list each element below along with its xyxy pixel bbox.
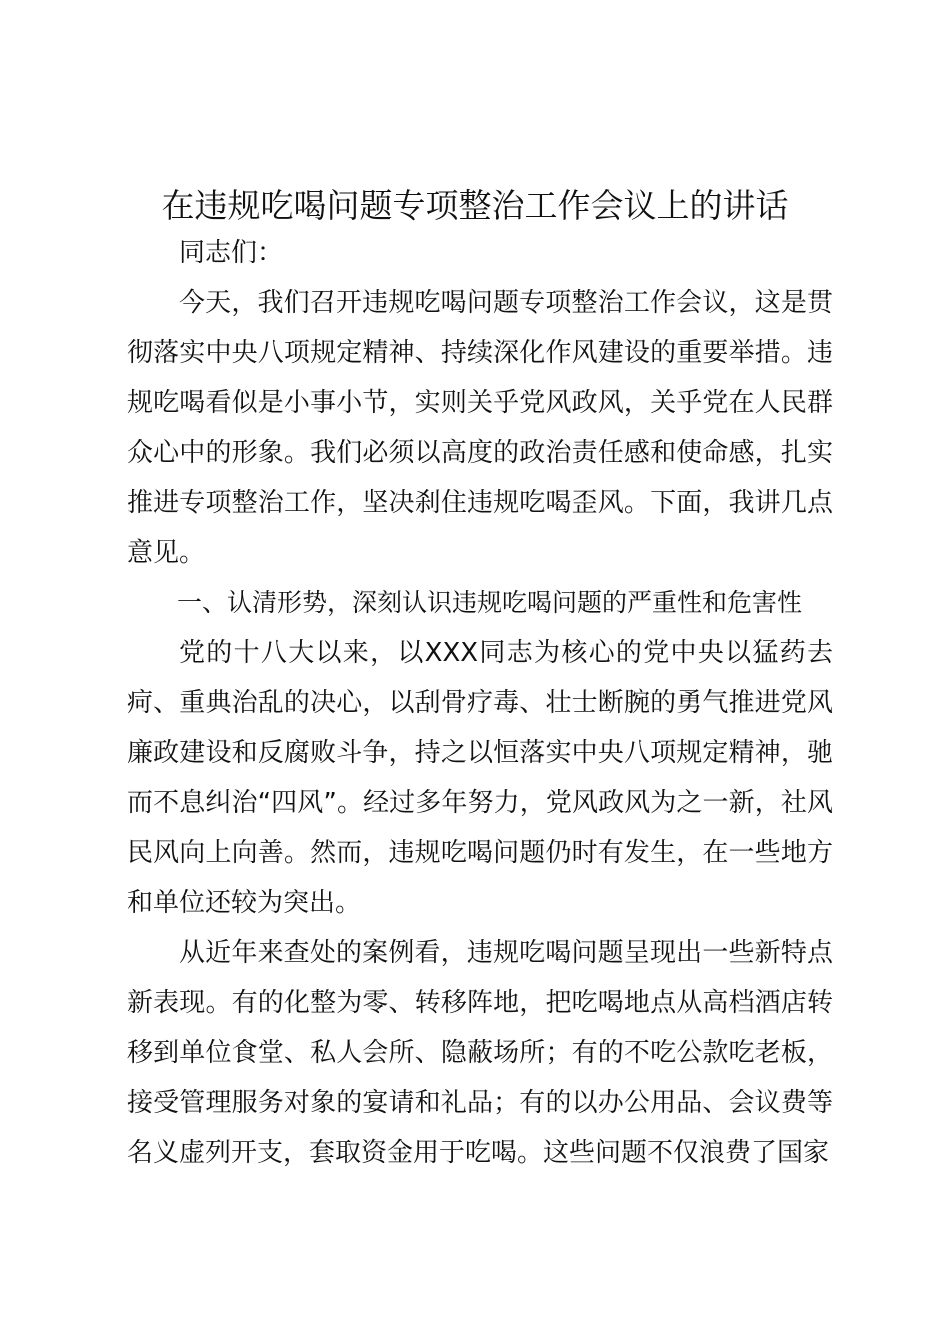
section-heading-1: 一、认清形势，深刻认识违规吃喝问题的严重性和危害性 xyxy=(177,588,803,617)
document-body xyxy=(127,228,833,1178)
paragraph-intro: 今天，我们召开违规吃喝问题专项整治工作会议，这是贯彻落实中央八项规定精神、持续深化作风建设的重要举措。违规吃喝看似是小事小节，实则关乎党风政风，关乎党在人民群众心中的形象。我们必须以高度的政治责任感和使命感，扎实推进专项整治工作，坚决刹住违规吃喝歪风。下面，我讲几点意见。 xyxy=(127,288,833,568)
document-title: 在违规吃喝问题专项整治工作会议上的讲话 xyxy=(161,186,789,225)
paragraph-new-features: 从近年来查处的案例看，违规吃喝问题呈现出一些新特点新表现。有的化整为零、转移阵地，把吃喝地点从高档酒店转移到单位食堂、私人会所、隐蔽场所；有的不吃公款吃老板，接受管理服务对象的宴请和礼品；有的以办公用品、会议费等名义虚列开支，套取资金用于吃喝。这些问题不仅浪费了国家 xyxy=(127,938,833,1168)
paragraph-background: 党的十八大以来，以XXX同志为核心的党中央以猛药去疴、重典治乱的决心，以刮骨疗毒、壮士断腕的勇气推进党风廉政建设和反腐败斗争，持之以恒落实中央八项规定精神，驰而不息纠治“四风”。经过多年努力，党风政风为之一新，社风民风向上向善。然而，违规吃喝问题仍时有发生，在一些地方和单位还较为突出。 xyxy=(127,638,833,918)
salutation: 同志们： xyxy=(179,238,284,268)
